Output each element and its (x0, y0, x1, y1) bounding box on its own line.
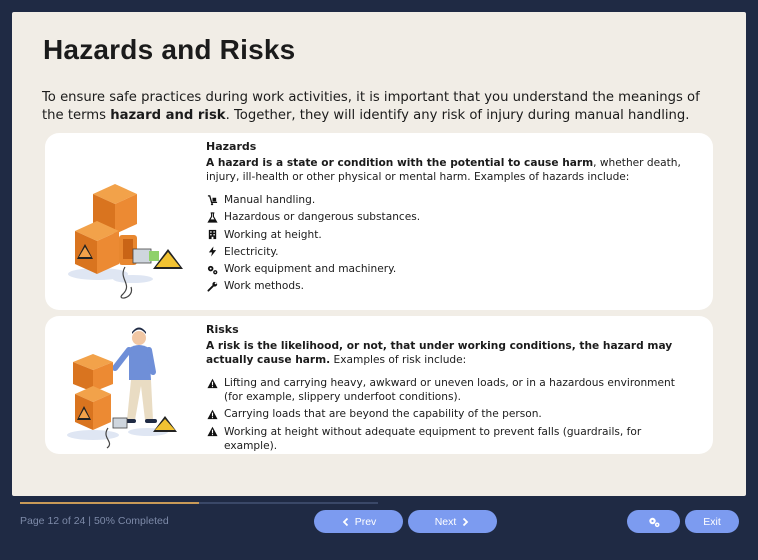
risks-body (206, 323, 696, 456)
warning-icon (206, 376, 219, 390)
hazards-list-item (206, 228, 696, 242)
hand-truck-icon (206, 193, 219, 207)
risks-item-label: Lifting and carrying heavy, awkward or uneven loads, or in a hazardous environment (for example, slippery underfoot conditions). (224, 377, 675, 403)
hazards-list-item (206, 262, 696, 276)
hazards-body (206, 140, 696, 297)
hazards-desc-bold: A hazard is a state or condition with the potential to cause harm (206, 157, 594, 169)
page-status: Page 12 of 24 | 50% Completed (20, 515, 169, 527)
page-title: Hazards and Risks (43, 34, 296, 65)
intro-text (42, 89, 722, 125)
risks-item-label: Working at height without adequate equipment to prevent falls (guardrails, for example). (224, 425, 642, 452)
hazards-item-label: Work methods. (224, 280, 304, 293)
warning-icon (206, 425, 219, 439)
hazards-item-label: Hazardous or dangerous substances. (224, 211, 421, 224)
risks-list (206, 376, 696, 453)
hazards-desc-rest: , whether death, injury, ill-health or other physical or mental harm. Examples of hazards include: (206, 157, 681, 183)
hazards-heading: Hazards (206, 140, 257, 153)
hazards-illustration (53, 139, 193, 304)
building-icon (206, 228, 219, 242)
intro-part1: To ensure safe practices during work activities, it is important that you understand the meanings of the terms (42, 90, 700, 123)
lightning-bolt-icon (206, 245, 219, 259)
risks-illustration (53, 320, 193, 450)
progress-bar-fill (20, 502, 199, 504)
risks-card (45, 316, 713, 454)
intro-part2: . Together, they will identify any risk of injury during manual handling. (225, 108, 690, 123)
risks-item-label: Carrying loads that are beyond the capability of the person. (224, 408, 542, 421)
risks-desc-bold: A risk is the likelihood, or not, that under working conditions, the hazard may actually cause harm. (206, 340, 673, 366)
risks-desc-rest: Examples of risk include: (330, 354, 467, 366)
prev-button-label: Prev (354, 515, 377, 528)
hazards-list-item (206, 210, 696, 224)
next-button-label: Next (434, 515, 457, 528)
risks-description (206, 339, 696, 367)
gears-icon (648, 516, 660, 528)
hazards-card (45, 133, 713, 310)
hazards-item-label: Work equipment and machinery. (224, 263, 397, 276)
hazards-list-item (206, 193, 696, 207)
slide-content (12, 12, 746, 496)
progress-bar (20, 502, 378, 504)
flask-icon (206, 210, 219, 224)
hazards-list-item (206, 245, 696, 259)
hazards-item-label: Electricity. (224, 245, 279, 258)
risks-list-item (206, 376, 696, 404)
hazards-list-item (206, 279, 696, 293)
chevron-left-icon (341, 517, 351, 527)
settings-button[interactable] (627, 510, 680, 533)
next-button[interactable] (408, 510, 497, 533)
exit-button-label: Exit (703, 515, 721, 528)
prev-button[interactable] (314, 510, 403, 533)
hazards-list (206, 193, 696, 293)
gears-icon (206, 262, 219, 276)
intro-bold: hazard and risk (110, 108, 226, 123)
risks-list-item (206, 425, 696, 453)
hazards-description (206, 156, 696, 184)
risks-list-item (206, 407, 696, 421)
risks-heading: Risks (206, 323, 239, 336)
hazards-item-label: Manual handling. (224, 194, 316, 206)
hazards-item-label: Working at height. (224, 228, 322, 241)
exit-button[interactable] (685, 510, 739, 533)
wrench-icon (206, 279, 219, 293)
warning-icon (206, 407, 219, 421)
chevron-right-icon (460, 517, 470, 527)
